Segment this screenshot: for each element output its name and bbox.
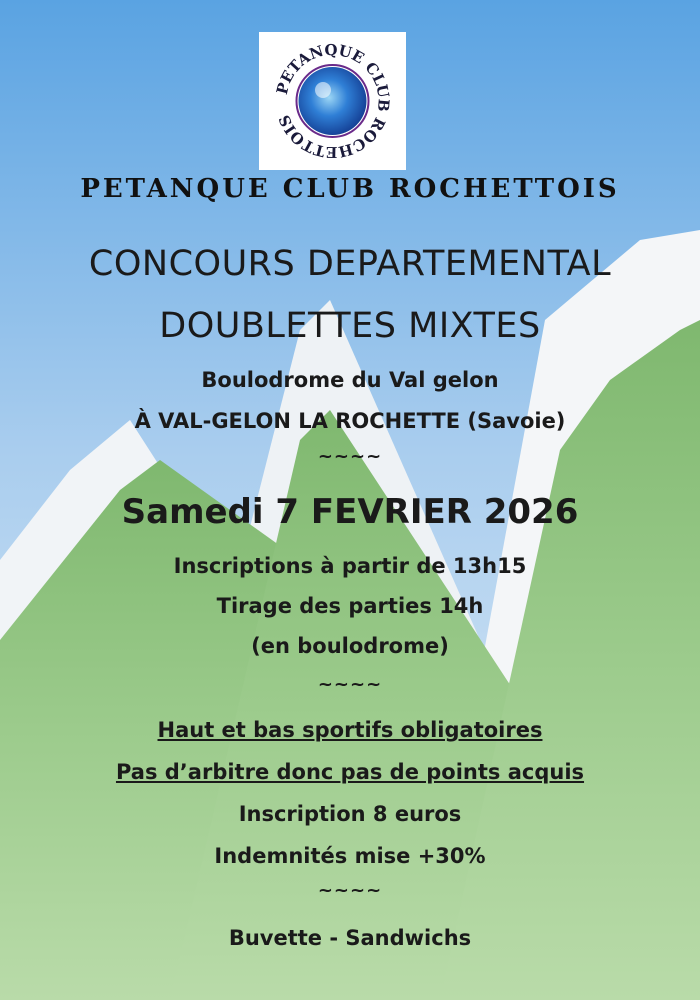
draw-place: (en boulodrome): [251, 634, 449, 658]
event-date: Samedi 7 FEVRIER 2026: [121, 492, 579, 532]
event-location: À VAL-GELON LA ROCHETTE (Savoie): [134, 409, 566, 433]
club-name: PETANQUE CLUB ROCHETTOIS: [80, 174, 620, 204]
separator: ~~~~: [317, 880, 383, 901]
separator: ~~~~: [317, 446, 383, 467]
registration-time: Inscriptions à partir de 13h15: [173, 554, 527, 578]
event-venue: Boulodrome du Val gelon: [201, 368, 499, 392]
event-title-line1: CONCOURS DEPARTEMENTAL: [88, 244, 612, 284]
club-logo: [259, 32, 406, 170]
logo-text: PETANQUE CLUB ROCHETTOIS: [272, 40, 393, 162]
rule-dress-code: Haut et bas sportifs obligatoires: [157, 718, 543, 742]
prize-info: Indemnités mise +30%: [214, 844, 486, 868]
refreshments: Buvette - Sandwichs: [228, 926, 472, 950]
entry-fee: Inscription 8 euros: [238, 802, 462, 826]
event-title-line2: DOUBLETTES MIXTES: [159, 306, 541, 346]
rule-no-referee: Pas d’arbitre donc pas de points acquis: [115, 760, 585, 784]
separator: ~~~~: [317, 674, 383, 695]
draw-time: Tirage des parties 14h: [216, 594, 484, 618]
